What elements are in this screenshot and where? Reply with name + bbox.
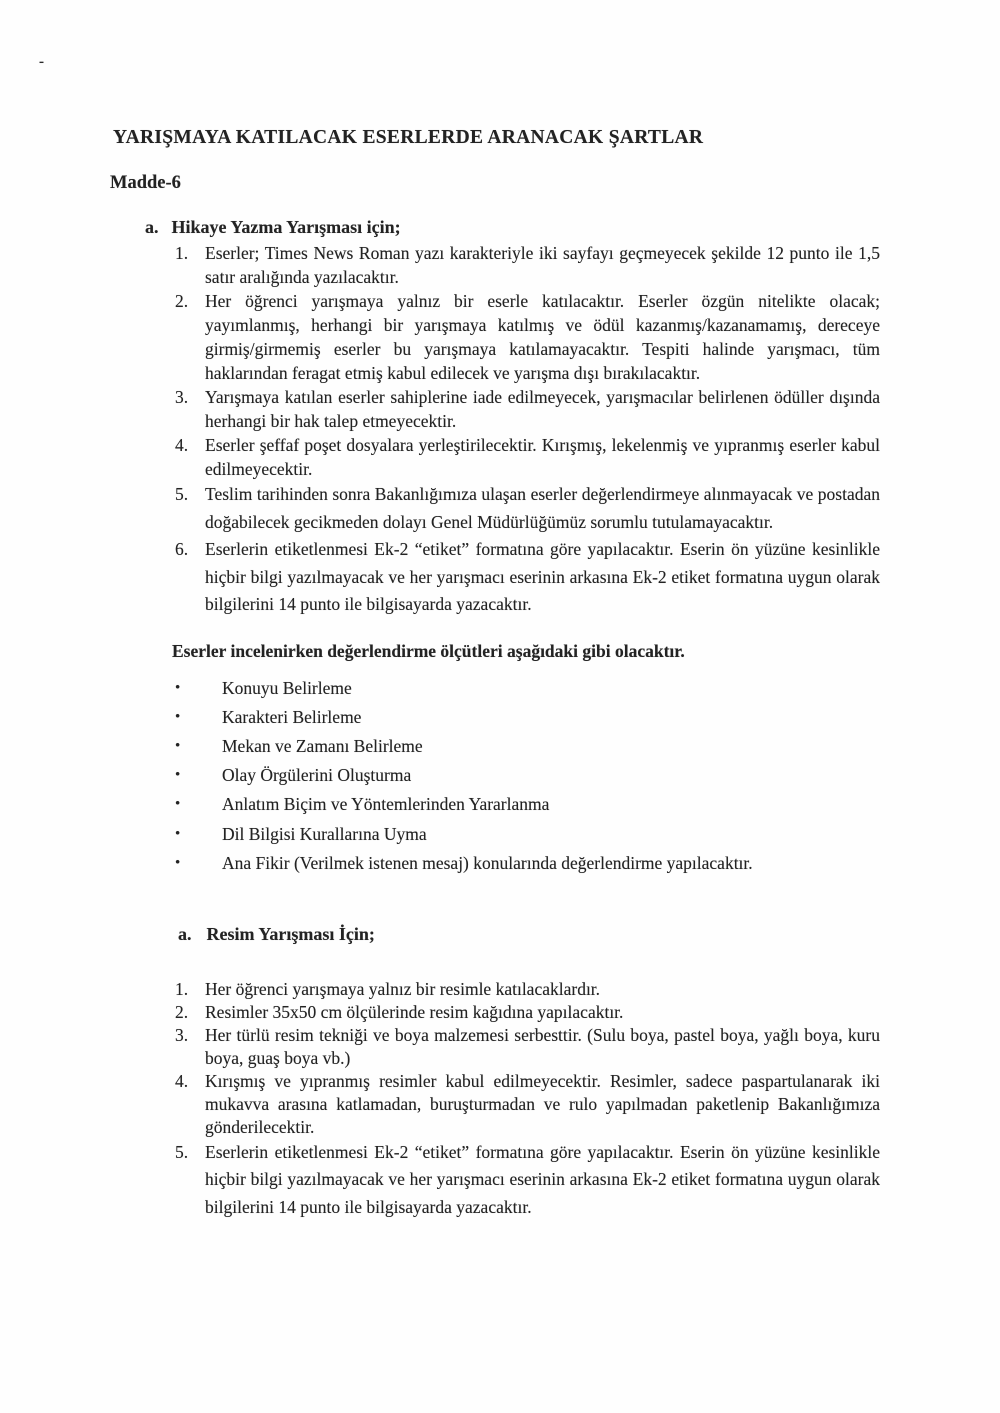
item-number: 3. xyxy=(175,1024,189,1045)
criteria-item-2 xyxy=(175,703,880,732)
item-number: 5. xyxy=(175,484,189,504)
item-number: 4. xyxy=(175,435,189,455)
bullet-icon: • xyxy=(175,854,181,871)
criteria-text: Karakteri Belirleme xyxy=(222,706,362,727)
item-text: Yarışmaya katılan eserler sahiplerine iade edilmeyecek, yarışmacılar belirlenen ödüller dışında herhangi bir hak talep etmeyecektir. xyxy=(205,387,880,431)
painting-rule-item-4 xyxy=(175,1070,880,1139)
painting-rules-list xyxy=(175,978,880,1222)
story-rule-item-6 xyxy=(175,536,880,619)
criteria-text: Anlatım Biçim ve Yöntemlerinden Yararlanma xyxy=(222,794,550,815)
item-text: Eserler; Times News Roman yazı karakteriyle iki sayfayı geçmeyecek şekilde 12 punto ile 1,5 satır aralığında yazılacaktır. xyxy=(205,243,880,287)
painting-rule-item-2 xyxy=(175,1001,880,1024)
bullet-icon: • xyxy=(175,796,181,813)
item-text: Her türlü resim tekniği ve boya malzemesi serbesttir. (Sulu boya, pastel boya, yağlı boya, kuru boya, guaş boya vb.) xyxy=(205,1024,880,1068)
item-text: Her öğrenci yarışmaya yalnız bir eserle katılacaktır. Eserler özgün nitelikte olacak; yayımlanmış, herhangi bir yarışmaya katılmış ve ödül kazanmış/kazanamamış, dereceye girmiş/girmemiş eserler bu yarışmaya katılamayacaktır. Tespiti halinde yarışmacı, tüm haklarından feragat etmiş kabul edilecek ve yarışma dışı bırakılacaktır. xyxy=(205,291,880,383)
painting-section-heading xyxy=(178,923,1000,945)
criteria-text: Mekan ve Zamanı Belirleme xyxy=(222,735,423,756)
item-text: Her öğrenci yarışmaya yalnız bir resimle katılacaklardır. xyxy=(205,978,601,999)
criteria-item-7 xyxy=(175,849,880,878)
criteria-text: Olay Örgülerini Oluşturma xyxy=(222,765,412,786)
article-heading: Madde-6 xyxy=(110,173,181,193)
stray-mark: - xyxy=(39,54,44,70)
story-rule-item-5 xyxy=(175,481,880,536)
item-number: 2. xyxy=(175,291,189,311)
story-rule-item-3 xyxy=(175,385,880,433)
item-text: Eserlerin etiketlenmesi Ek-2 “etiket” formatına göre yapılacaktır. Eserin ön yüzüne kesinlikle hiçbir bilgi yazılmayacak ve her yarışmacı eserinin arkasına Ek-2 etiket formatına uygun olarak bilgilerini 14 punto ile bilgisayarda yazacaktır. xyxy=(205,1141,880,1217)
bullet-icon: • xyxy=(175,825,181,842)
item-number: 4. xyxy=(175,1070,189,1091)
bullet-icon: • xyxy=(175,767,181,784)
item-text: Kırışmış ve yıpranmış resimler kabul edilmeyecektir. Resimler, sadece paspartulanarak iki mukavva arasına katlamadan, buruşturmadan ve rulo yapılmadan paketlenip Bakanlığımıza gönderilecektir. xyxy=(205,1070,880,1137)
document-title: YARIŞMAYA KATILACAK ESERLERDE ARANACAK ŞARTLAR xyxy=(113,127,704,148)
painting-rule-item-3 xyxy=(175,1024,880,1070)
criteria-text: Konuyu Belirleme xyxy=(222,677,352,698)
story-section-marker: a. xyxy=(145,217,159,237)
item-number: 5. xyxy=(175,1141,189,1162)
criteria-list xyxy=(175,674,880,878)
painting-rule-item-1 xyxy=(175,978,880,1001)
story-rules-list xyxy=(175,241,880,619)
story-section-heading xyxy=(145,216,1000,238)
item-number: 1. xyxy=(175,243,189,263)
story-rule-item-4 xyxy=(175,433,880,481)
item-text: Resimler 35x50 cm ölçülerinde resim kağıdına yapılacaktır. xyxy=(205,1001,624,1022)
painting-section-label: Resim Yarışması İçin; xyxy=(206,923,375,944)
criteria-text: Dil Bilgisi Kurallarına Uyma xyxy=(222,823,427,844)
criteria-item-5 xyxy=(175,790,880,819)
painting-rule-item-5 xyxy=(175,1139,880,1222)
bullet-icon: • xyxy=(175,737,181,754)
story-section-label: Hikaye Yazma Yarışması için; xyxy=(171,217,401,237)
item-text: Eserler şeffaf poşet dosyalara yerleştirilecektir. Kırışmış, lekelenmiş ve yıpranmış eserler kabul edilmeyecektir. xyxy=(205,435,880,479)
criteria-item-1 xyxy=(175,674,880,703)
story-rule-item-1 xyxy=(175,241,880,289)
painting-section-marker: a. xyxy=(178,923,192,944)
item-number: 3. xyxy=(175,387,189,407)
item-text: Teslim tarihinden sonra Bakanlığımıza ulaşan eserler değerlendirmeye alınmayacak ve postadan doğabilecek gecikmeden dolayı Genel Müdürlüğümüz sorumlu tutulamayacaktır. xyxy=(205,484,880,532)
criteria-text: Ana Fikir (Verilmek istenen mesaj) konularında değerlendirme yapılacaktır. xyxy=(222,852,753,873)
item-number: 6. xyxy=(175,539,189,559)
bullet-icon: • xyxy=(175,679,181,696)
criteria-heading: Eserler incelenirken değerlendirme ölçütleri aşağıdaki gibi olacaktır. xyxy=(172,640,685,661)
bullet-icon: • xyxy=(175,708,181,725)
criteria-item-6 xyxy=(175,820,880,849)
item-text: Eserlerin etiketlenmesi Ek-2 “etiket” formatına göre yapılacaktır. Eserin ön yüzüne kesinlikle hiçbir bilgi yazılmayacak ve her yarışmacı eserinin arkasına Ek-2 etiket formatına uygun olarak bilgilerini 14 punto ile bilgisayarda yazacaktır. xyxy=(205,539,880,614)
item-number: 2. xyxy=(175,1001,189,1022)
criteria-item-3 xyxy=(175,732,880,761)
story-rule-item-2 xyxy=(175,289,880,385)
item-number: 1. xyxy=(175,978,189,999)
criteria-item-4 xyxy=(175,761,880,790)
